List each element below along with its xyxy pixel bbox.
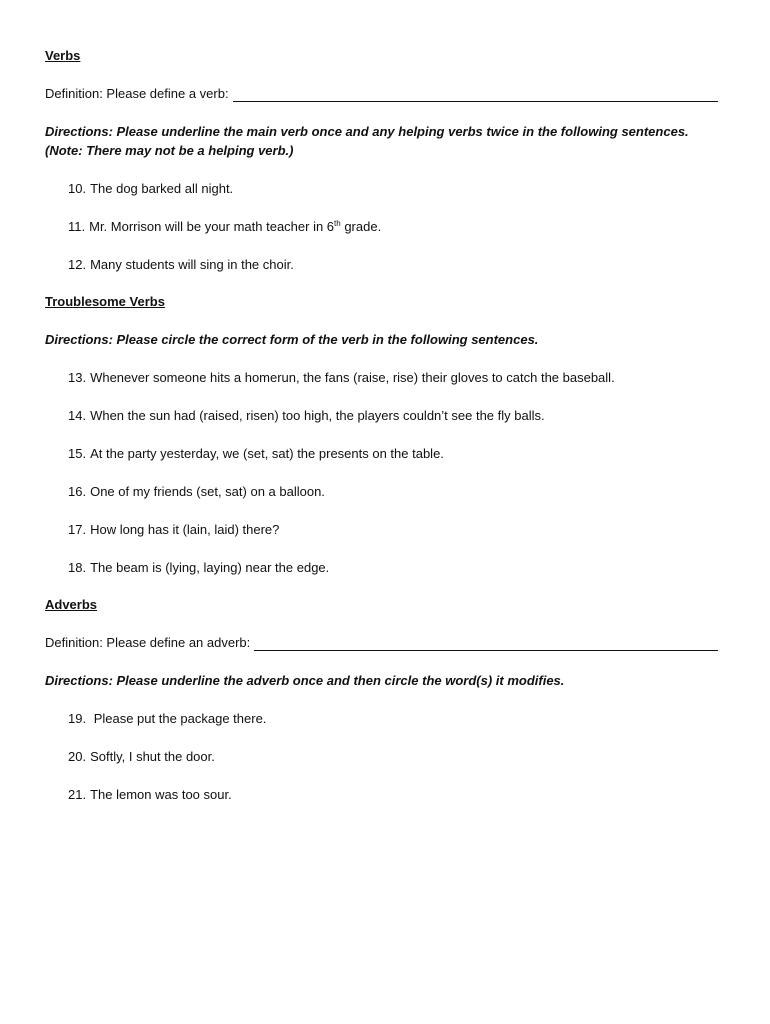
verbs-directions-line1: Directions: Please underline the main verb once and any helping verbs twice in the following sentences. xyxy=(45,124,689,139)
item-number: 15. xyxy=(68,446,87,461)
item-text: Whenever someone hits a homerun, the fans (raise, rise) their gloves to catch the baseball. xyxy=(90,370,615,385)
item-text: Many students will sing in the choir. xyxy=(90,257,294,272)
item-text: The lemon was too sour. xyxy=(90,787,232,802)
ordinal-suffix: th xyxy=(334,219,341,228)
adverb-definition-blank[interactable] xyxy=(254,636,718,651)
verbs-directions-line2: (Note: There may not be a helping verb.) xyxy=(45,143,294,158)
item-text: The dog barked all night. xyxy=(90,181,234,196)
verb-definition-row xyxy=(45,84,718,102)
item-number: 13. xyxy=(68,370,87,385)
adverb-definition-row xyxy=(45,633,718,651)
item-text-end: grade. xyxy=(340,219,382,234)
item-number: 17. xyxy=(68,522,87,537)
verb-definition-label: Definition: Please define a verb: xyxy=(45,86,229,101)
sentence-item-14 xyxy=(68,407,718,425)
sentence-item-15 xyxy=(68,445,718,463)
sentence-item-11 xyxy=(68,218,718,236)
item-text: How long has it (lain, laid) there? xyxy=(90,522,280,537)
item-number: 18. xyxy=(68,560,87,575)
item-number: 16. xyxy=(68,484,87,499)
item-text: When the sun had (raised, risen) too high, the players couldn’t see the fly balls. xyxy=(90,408,545,423)
troublesome-verbs-heading: Troublesome Verbs xyxy=(45,294,165,309)
item-number: 10. xyxy=(68,181,87,196)
sentence-item-17 xyxy=(68,521,718,539)
sentence-item-19 xyxy=(68,710,718,728)
item-text: One of my friends (set, sat) on a balloon. xyxy=(90,484,325,499)
adverbs-directions: Directions: Please underline the adverb once and then circle the word(s) it modifies. xyxy=(45,673,565,688)
worksheet xyxy=(45,48,718,824)
item-number: 12. xyxy=(68,257,87,272)
sentence-item-18 xyxy=(68,559,718,577)
item-number: 19. xyxy=(68,711,87,726)
sentence-item-20 xyxy=(68,748,718,766)
item-number: 14. xyxy=(68,408,87,423)
adverb-definition-label: Definition: Please define an adverb: xyxy=(45,635,251,650)
adverbs-heading: Adverbs xyxy=(45,597,98,612)
item-number: 11. xyxy=(68,219,86,234)
item-text: Softly, I shut the door. xyxy=(90,749,215,764)
troublesome-directions: Directions: Please circle the correct form of the verb in the following sentences. xyxy=(45,332,539,347)
verbs-directions xyxy=(45,122,718,160)
sentence-item-16 xyxy=(68,483,718,501)
verb-definition-blank[interactable] xyxy=(233,87,718,102)
item-text: Please put the package there. xyxy=(90,711,267,726)
verbs-heading: Verbs xyxy=(45,48,81,63)
item-number: 21. xyxy=(68,787,87,802)
sentence-item-21 xyxy=(68,786,718,804)
item-text: The beam is (lying, laying) near the edge. xyxy=(90,560,330,575)
item-text: At the party yesterday, we (set, sat) the presents on the table. xyxy=(90,446,444,461)
item-text: Mr. Morrison will be your math teacher in 6 xyxy=(89,219,335,234)
sentence-item-13 xyxy=(68,369,718,387)
sentence-item-10 xyxy=(68,180,718,198)
sentence-item-12 xyxy=(68,256,718,274)
item-number: 20. xyxy=(68,749,87,764)
